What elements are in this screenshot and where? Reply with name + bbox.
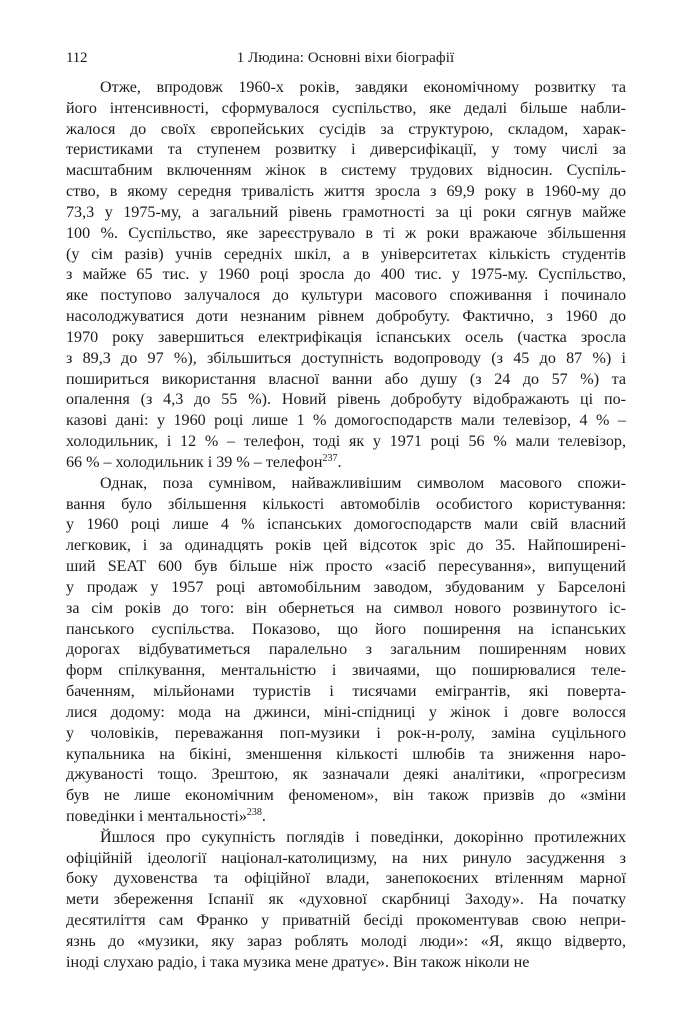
line-text: легковик, і за одинадцять років цей відсоток зріс до 35. Найпоширені-: [66, 537, 626, 555]
line-text: панського суспільства. Показово, що його поширення на іспанських: [66, 620, 626, 638]
line-text: був не лише економічним феноменом», він також призвів до «зміни: [66, 787, 626, 805]
text-line: [66, 140, 626, 161]
text-line: [66, 495, 626, 516]
text-line: [66, 953, 626, 974]
page-header: [66, 50, 625, 70]
body-text: [66, 78, 626, 974]
text-line: [66, 932, 626, 953]
line-text: язнь до «музики, яку зараз роблять молоді люди»: «Я, якщо відверто,: [66, 932, 626, 950]
text-line: [66, 724, 626, 745]
line-text: Отже, впродовж 1960-х років, завдяки економічному розвитку та: [100, 79, 626, 96]
running-title: 1 Людина: Основні віхи біографії: [236, 50, 455, 66]
line-text: (у сім разів) учнів середніх шкіл, а в університетах кількість студентів: [66, 245, 626, 263]
text-line: [66, 640, 626, 661]
text-line: [66, 432, 626, 453]
line-text: його інтенсивності, сформувалося суспільство, яке дедалі більше набли-: [66, 99, 626, 117]
text-line: [66, 661, 626, 682]
line-text: з майже 65 тис. у 1960 році зросла до 400 тис. у 1975-му. Суспільство,: [66, 266, 626, 284]
line-text: у чоловіків, переважання поп-музики і рок-н-ролу, заміна суцільного: [66, 724, 626, 742]
text-line: [66, 557, 626, 578]
text-line: [66, 703, 626, 724]
line-text: у 1960 році лише 4 % іспанських домогосподарств мали свій власний: [66, 516, 626, 534]
line-text: ство, в якому середня тривалість життя зросла з 69,9 року в 1960-му до: [66, 183, 626, 201]
line-text: 66 % – холодильник і 39 % – телефон: [66, 453, 323, 471]
text-line: [66, 911, 626, 932]
paragraph: [66, 474, 626, 828]
line-text: десятиліття сам Франко у приватній бесіді прокоментував свою непри-: [66, 912, 626, 930]
line-text: офіційній ідеології націонал-католицизму, на них ринуло засудження з: [66, 849, 626, 867]
line-text: джуваності тощо. Зрештою, як зазначали деякі аналітики, «прогресизм: [66, 766, 626, 784]
text-line: [66, 99, 626, 120]
text-line: [66, 890, 626, 911]
text-line: [66, 203, 626, 224]
line-text: теристиками та ступенем розвитку і диверсифікації, у тому числі за: [66, 141, 626, 159]
text-line: [66, 265, 626, 286]
line-text: жалося до своїх європейських сусідів за структурою, складом, харак-: [66, 120, 626, 138]
line-text: казові дані: у 1960 році лише 1 % домогосподарств мали телевізор, 4 % –: [66, 412, 626, 430]
line-text: баченням, мільйонами туристів і тисячами емігрантів, які поверта-: [66, 683, 626, 701]
footnote-reference: 237: [322, 452, 338, 464]
text-line: [66, 682, 626, 703]
text-line: [66, 224, 626, 245]
text-line: [66, 307, 626, 328]
text-line: [66, 286, 626, 307]
line-text: яке поступово залучалося до культури масового споживання і починало: [66, 287, 626, 305]
line-text: 73,3 у 1975-му, а загальний рівень грамотності за ці роки сягнув майже: [66, 203, 626, 221]
line-text: масштабним включенням жінок в систему трудових відносин. Суспіль-: [66, 162, 626, 180]
text-line: [66, 745, 626, 766]
line-text: форм спілкування, ментальністю і звичаями, що поширювалися теле-: [66, 662, 626, 680]
sentence-end: .: [337, 453, 342, 471]
sentence-end: .: [261, 807, 266, 825]
line-text: 100 %. Суспільство, яке зареєструвало в ті ж роки вражаюче збільшення: [66, 224, 626, 242]
line-text: за сім років до того: він обернеться на символ нового розвинутого іс-: [66, 599, 626, 617]
line-text: насолоджуватися доти незнаним рівнем добробуту. Фактично, з 1960 до: [66, 308, 626, 326]
text-line: [66, 390, 626, 411]
line-text: вання було збільшення кількості автомобілів особистого користування:: [66, 495, 626, 513]
line-text: Однак, поза сумнівом, найважливішим символом масового спожи-: [100, 474, 626, 492]
text-line: [66, 349, 626, 370]
paragraph: [66, 828, 626, 974]
line-text: у продаж у 1957 році автомобільним заводом, збудованим у Барселоні: [66, 578, 626, 596]
line-text: холодильник, і 12 % – телефон, тоді як у 1971 році 56 % мали телевізор,: [66, 433, 626, 451]
line-text: 1970 року завершиться електрифікація іспанських осель (частка зросла: [66, 328, 626, 346]
text-line: [66, 161, 626, 182]
text-line: [66, 515, 626, 536]
line-text: боку духовенства та офіційної влади, занепокоєних втіленням марної: [66, 870, 626, 888]
text-line: [66, 245, 626, 266]
paragraph: [66, 78, 626, 474]
text-line: [66, 411, 626, 432]
text-line: [66, 807, 626, 828]
text-line: [66, 328, 626, 349]
text-line: [66, 786, 626, 807]
text-line: [66, 182, 626, 203]
text-line: [66, 765, 626, 786]
text-line: [66, 370, 626, 391]
text-line: [66, 620, 626, 641]
line-text: ший SEAT 600 був більше ніж просто «засіб пересування», випущений: [66, 558, 626, 576]
line-text: з 89,3 до 97 %), збільшиться доступність водопроводу (з 45 до 87 %) і: [66, 349, 626, 367]
line-text: дорогах відбуватиметься паралельно з загальним поширенням нових: [66, 641, 626, 659]
footnote-reference: 238: [246, 806, 262, 818]
text-line: [66, 536, 626, 557]
line-text: купальника на бікіні, зменшення кількості шлюбів та зниження наро-: [66, 745, 626, 763]
text-line: [66, 849, 626, 870]
line-text: поведінки і ментальності»: [66, 807, 247, 825]
line-text: пошириться використання власної ванни або душу (з 24 до 57 %) та: [66, 370, 626, 388]
text-line: [66, 120, 626, 141]
line-text: мети збереження Іспанії як «духовної скарбниці Заходу». На початку: [66, 891, 626, 909]
page-number: 112: [66, 50, 88, 66]
line-text: лися додому: мода на джинси, міні-спідниці у жінок і довге волосся: [66, 703, 626, 721]
text-line: [66, 78, 626, 99]
text-line: [66, 474, 626, 495]
line-text: іноді слухаю радіо, і така музика мене дратує». Він також ніколи не: [66, 953, 530, 971]
text-line: [66, 869, 626, 890]
text-line: [66, 599, 626, 620]
line-text: опалення (з 4,3 до 55 %). Новий рівень добробуту відображають ці по-: [66, 391, 626, 409]
text-line: [66, 578, 626, 599]
line-text: Йшлося про сукупність поглядів і поведінки, докорінно протилежних: [100, 828, 626, 846]
text-line: [66, 828, 626, 849]
text-line: [66, 453, 626, 474]
